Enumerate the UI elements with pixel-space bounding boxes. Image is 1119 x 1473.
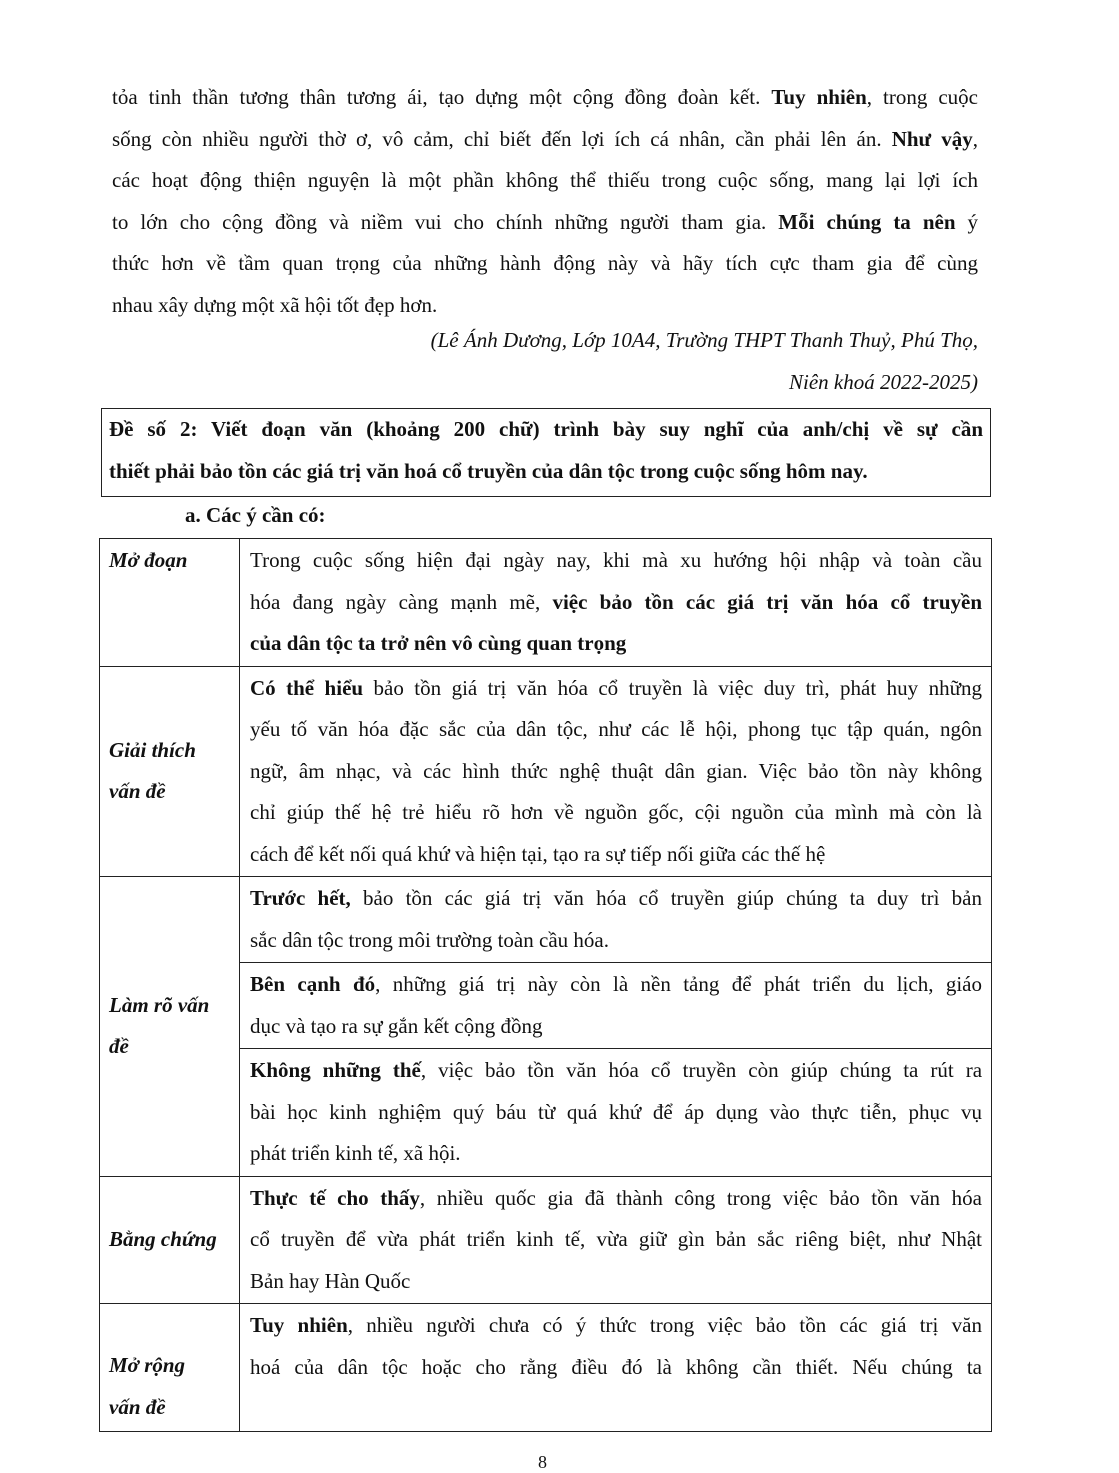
bold-phrase: Tuy nhiên bbox=[771, 85, 867, 109]
text-line bbox=[250, 540, 982, 582]
text-line bbox=[250, 1261, 982, 1303]
bold-phrase: Trước hết, bbox=[250, 886, 351, 910]
row-label-line: Mở đoạn bbox=[109, 548, 188, 572]
text-line bbox=[112, 119, 978, 161]
text-run: , nhiều quốc gia đã thành công trong việc bảo tồn văn hóa bbox=[419, 1185, 982, 1210]
text-run: phát triển kinh tế, xã hội. bbox=[250, 1141, 461, 1165]
text-line bbox=[250, 1219, 982, 1261]
text-line bbox=[250, 1178, 982, 1220]
row-label-line: đề bbox=[109, 1034, 129, 1059]
row-label bbox=[100, 1176, 240, 1304]
text-line bbox=[250, 1388, 982, 1430]
text-line bbox=[112, 243, 978, 285]
text-run: Đề số 2: Viết đoạn văn (khoảng 200 chữ) trình bày suy nghĩ của anh/chị về sự cần bbox=[109, 417, 983, 441]
text-run: bảo tồn giá trị văn hóa cổ truyền là việc duy trì, phát huy những bbox=[363, 675, 982, 700]
row-label bbox=[100, 539, 240, 667]
text-line bbox=[109, 451, 983, 493]
text-run: ngữ, âm nhạc, và các hình thức nghệ thuật dân gian. Việc bảo tồn này không bbox=[250, 758, 982, 783]
text-run: chỉ giúp thế hệ trẻ hiểu rõ hơn về nguồn gốc, cội nguồn của mình mà còn là bbox=[250, 800, 982, 824]
text-run: hóa đang ngày càng mạnh mẽ, bbox=[250, 589, 553, 614]
text-run: yếu tố văn hóa đặc sắc của dân tộc, như các lễ hội, phong tục tập quán, ngôn bbox=[250, 717, 982, 741]
text-run: , việc bảo tồn văn hóa cổ truyền còn giúp chúng ta rút ra bbox=[420, 1058, 983, 1082]
row-label bbox=[100, 1304, 240, 1432]
bold-phrase: Thực tế cho thấy bbox=[250, 1185, 420, 1210]
task-prompt-box bbox=[101, 408, 991, 497]
text-run: thiết phải bảo tồn các giá trị văn hoá cổ truyền của dân tộc trong cuộc sống hôm nay. bbox=[109, 458, 868, 483]
row-label-line: Mở rộng bbox=[109, 1353, 186, 1378]
text-run: , bbox=[972, 126, 978, 151]
bold-phrase: Bên cạnh đó bbox=[250, 972, 376, 996]
text-line bbox=[250, 1305, 982, 1347]
citation-line-2: Niên khoá 2022-2025) bbox=[789, 369, 978, 394]
text-run: , những giá trị này còn là nền tảng để phát triển du lịch, giáo bbox=[375, 972, 982, 996]
row-label bbox=[100, 666, 240, 877]
row-content bbox=[240, 1049, 992, 1177]
bold-phrase: Không những thế bbox=[250, 1058, 421, 1082]
text-line bbox=[109, 409, 983, 451]
text-line bbox=[250, 1006, 982, 1048]
row-content bbox=[240, 1304, 992, 1432]
row-label-line: vấn đề bbox=[109, 779, 166, 804]
row-content bbox=[240, 1176, 992, 1304]
table-row-giai-thich bbox=[100, 666, 992, 877]
bold-phrase: Có thể hiểu bbox=[250, 675, 364, 700]
text-run: dục và tạo ra sự gắn kết cộng đồng bbox=[250, 1013, 543, 1038]
text-run: Bản hay Hàn Quốc bbox=[250, 1268, 411, 1293]
text-line bbox=[112, 77, 978, 119]
text-run: thức hơn về tầm quan trọng của những hành động này và hãy tích cực tham gia để cùng bbox=[112, 251, 978, 275]
text-run: to lớn cho cộng đồng và niềm vui cho chính những người tham gia. bbox=[112, 209, 779, 234]
row-label-line: Giải thích bbox=[109, 737, 196, 762]
text-line bbox=[250, 1050, 982, 1092]
text-run: Trong cuộc sống hiện đại ngày nay, khi mà xu hướng hội nhập và toàn cầu bbox=[250, 548, 982, 572]
text-line bbox=[250, 668, 982, 710]
text-line bbox=[250, 709, 982, 751]
intro-paragraph bbox=[112, 77, 978, 326]
bold-phrase: Mỗi chúng ta nên bbox=[778, 209, 956, 234]
row-label-line: vấn đề bbox=[109, 1394, 166, 1419]
text-line bbox=[250, 751, 982, 793]
row-label-line: Làm rõ vấn bbox=[109, 992, 210, 1017]
text-line bbox=[250, 623, 982, 665]
text-line bbox=[250, 1092, 982, 1134]
text-line bbox=[250, 834, 982, 876]
row-content bbox=[240, 666, 992, 877]
bold-phrase: Tuy nhiên bbox=[250, 1313, 348, 1337]
text-run: , nhiều người chưa có ý thức trong việc bảo tồn các giá trị văn bbox=[347, 1313, 983, 1337]
bold-phrase: việc bảo tồn các giá trị văn hóa cổ truyền bbox=[552, 589, 982, 614]
table-row-mo-doan bbox=[100, 539, 992, 667]
text-line bbox=[250, 878, 982, 920]
text-run: sống còn nhiều người thờ ơ, vô cảm, chỉ biết đến lợi ích cá nhân, cần phải lên án. bbox=[112, 126, 892, 151]
text-run: bảo tồn các giá trị văn hóa cổ truyền giúp chúng ta duy trì bản bbox=[350, 886, 982, 910]
citation bbox=[112, 320, 978, 403]
text-line bbox=[250, 792, 982, 834]
table-row-lam-ro bbox=[100, 877, 992, 963]
text-line bbox=[112, 202, 978, 244]
text-run: cách để kết nối quá khứ và hiện tại, tạo ra sự tiếp nối giữa các thế hệ bbox=[250, 841, 826, 866]
text-line bbox=[112, 160, 978, 202]
text-run: các hoạt động thiện nguyện là một phần không thể thiếu trong cuộc sống, mang lại lợi ích bbox=[112, 168, 978, 192]
text-line bbox=[250, 582, 982, 624]
text-run: sắc dân tộc trong môi trường toàn cầu hóa. bbox=[250, 927, 609, 952]
bold-phrase: Như vậy bbox=[891, 126, 973, 151]
text-line bbox=[250, 920, 982, 962]
bold-phrase: của dân tộc ta trở nên vô cùng quan trọng bbox=[250, 631, 627, 655]
row-content bbox=[240, 877, 992, 963]
text-run: bài học kinh nghiệm quý báu từ quá khứ để áp dụng vào thực tiễn, phục vụ bbox=[250, 1099, 982, 1124]
text-run: cổ truyền để vừa phát triển kinh tế, vừa giữ gìn bản sắc riêng biệt, như Nhật bbox=[250, 1227, 982, 1251]
table-row-mo-rong bbox=[100, 1304, 992, 1432]
text-line bbox=[250, 1347, 982, 1389]
text-line bbox=[250, 1133, 982, 1175]
section-heading: a. Các ý cần có: bbox=[185, 503, 326, 527]
text-run: ý bbox=[955, 209, 979, 234]
row-content bbox=[240, 539, 992, 667]
table-row-bang-chung bbox=[100, 1176, 992, 1304]
citation-line-1: (Lê Ánh Dương, Lớp 10A4, Trường THPT Thanh Thuỷ, Phú Thọ, bbox=[430, 328, 978, 352]
text-run: nhau xây dựng một xã hội tốt đẹp hơn. bbox=[112, 292, 438, 317]
row-label bbox=[100, 877, 240, 1177]
text-run: tỏa tinh thần tương thân tương ái, tạo dựng một cộng đồng đoàn kết. bbox=[112, 85, 772, 109]
text-line bbox=[250, 964, 982, 1006]
page-number: 8 bbox=[538, 1452, 547, 1472]
outline-table bbox=[99, 538, 992, 1432]
row-label-line: Bằng chứng bbox=[109, 1227, 217, 1251]
text-run: , trong cuộc bbox=[866, 85, 979, 109]
text-run: hoá của dân tộc hoặc cho rằng điều đó là không cần thiết. Nếu chúng ta bbox=[250, 1354, 982, 1379]
row-content bbox=[240, 963, 992, 1049]
